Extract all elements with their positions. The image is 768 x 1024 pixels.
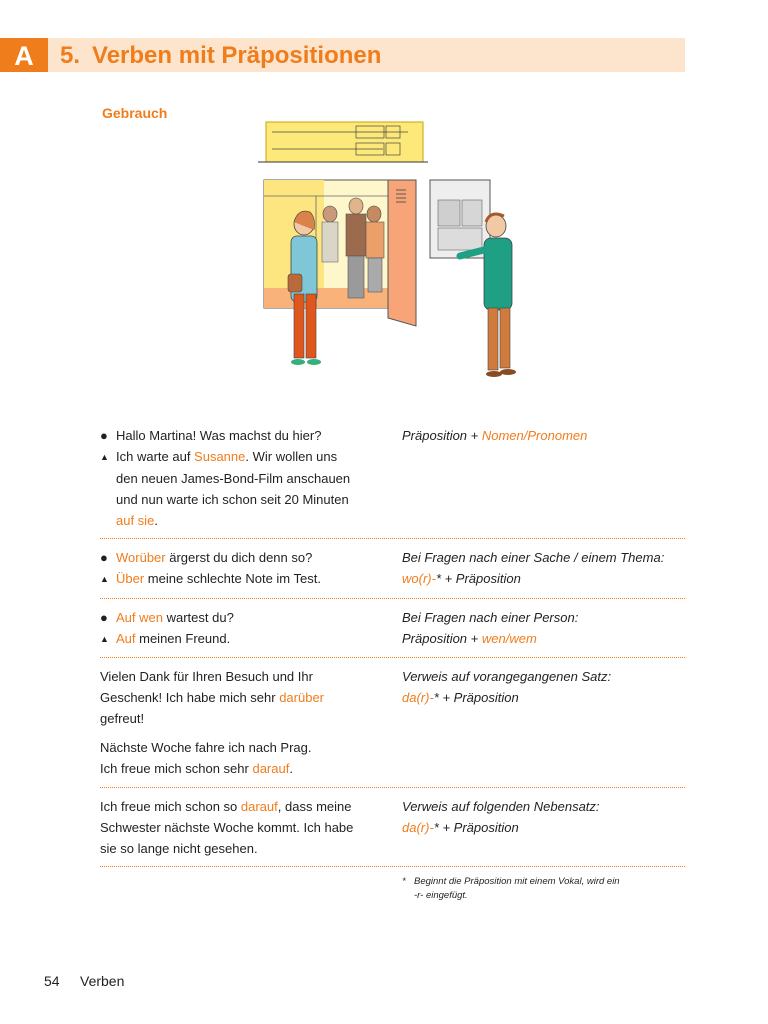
example-dialogue: ● Worüber ärgerst du dich denn so? ▲ Über meine schlechte Note im Test. [100, 547, 375, 590]
chapter-title-text: Verben mit Präpositionen [92, 42, 382, 69]
example-dialogue: ● Auf wen wartest du? ▲ Auf meinen Freund. [100, 607, 375, 650]
illustration-cinema-scene [258, 118, 530, 386]
dotted-divider [100, 598, 685, 599]
example-text: Vielen Dank für Ihren Besuch und Ihr Geschenk! Ich habe mich sehr darüber gefreut! Nächste Woche fahre ich nach Prag. Ich freue mich schon sehr darauf. [100, 669, 325, 776]
triangle-bullet-icon: ▲ [100, 574, 109, 584]
grammar-rule: Bei Fragen nach einer Person: Präposition + wen/wem [402, 610, 579, 646]
triangle-bullet-icon: ▲ [100, 634, 109, 644]
bullet-dot-icon: ● [100, 550, 108, 565]
chapter-number: 5. [60, 42, 81, 69]
section-heading: Gebrauch [102, 105, 168, 121]
page-section-label: Verben [80, 973, 125, 989]
example-text: Ich freue mich schon so darauf, dass meine Schwester nächste Woche kommt. Ich habe sie so lange nicht gesehen. [100, 799, 354, 856]
dotted-divider [100, 657, 685, 658]
example-dialogue: ● Hallo Martina! Was machst du hier? ▲ Ich warte auf Susanne. Wir wollen uns den neuen James-Bond-Film anschauen und nun warte ich schon seit 20 Minuten auf sie. [100, 425, 375, 531]
example-row-2 [100, 547, 685, 593]
grammar-rule: Verweis auf vorangegangenen Satz: da(r)-* + Präposition [402, 669, 612, 705]
dotted-divider [100, 866, 685, 867]
example-row-3 [100, 607, 685, 653]
grammar-rule: Bei Fragen nach einer Sache / einem Thema: wo(r)-* + Präposition [402, 550, 665, 586]
dotted-divider [100, 787, 685, 788]
page-number: 54 [44, 973, 60, 989]
dotted-divider [100, 538, 685, 539]
chapter-title [60, 40, 381, 72]
grammar-rule: Präposition + Nomen/Pronomen [402, 428, 588, 443]
example-row-5 [100, 796, 685, 862]
chapter-letter-badge: A [0, 38, 48, 72]
footnote: * Beginnt die Präposition mit einem Vokal, wird ein -r- eingefügt. [402, 876, 620, 901]
grammar-rule: Verweis auf folgenden Nebensatz: da(r)-* + Präposition [402, 799, 600, 835]
example-row-4 [100, 666, 685, 784]
bullet-dot-icon: ● [100, 428, 108, 443]
bullet-dot-icon: ● [100, 610, 108, 625]
triangle-bullet-icon: ▲ [100, 452, 109, 462]
example-row-1 [100, 425, 685, 535]
